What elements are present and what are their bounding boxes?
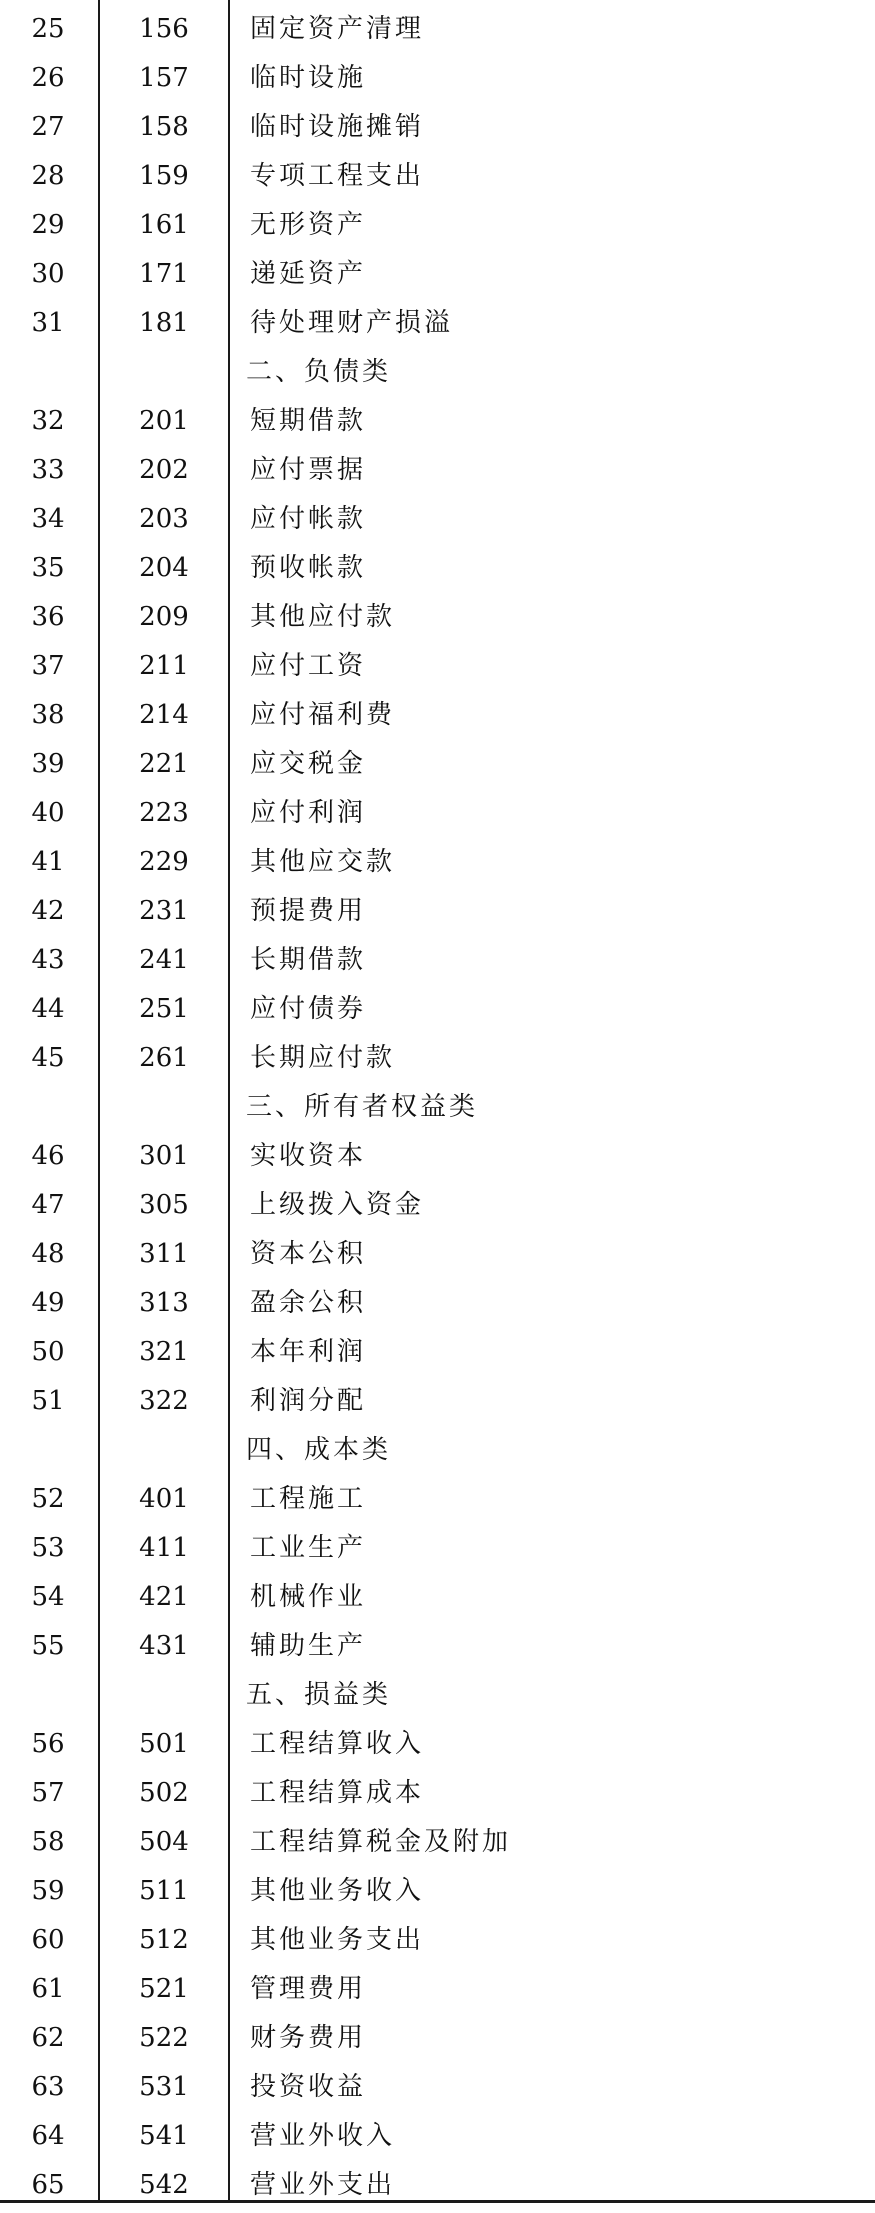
table-row bbox=[0, 1377, 875, 1426]
category-heading-row bbox=[0, 1083, 875, 1132]
category-heading: 五、损益类 bbox=[246, 1680, 392, 1710]
account-code: 251 bbox=[139, 994, 189, 1024]
account-code: 159 bbox=[139, 161, 189, 191]
account-name: 预收帐款 bbox=[250, 553, 367, 583]
account-code: 313 bbox=[139, 1288, 189, 1318]
table-row bbox=[0, 2014, 875, 2063]
account-name: 工程结算成本 bbox=[250, 1778, 425, 1808]
account-name: 利润分配 bbox=[250, 1386, 367, 1416]
account-name: 工程施工 bbox=[250, 1484, 367, 1514]
account-code: 301 bbox=[139, 1141, 189, 1171]
row-seq-number: 27 bbox=[31, 112, 65, 142]
account-code: 211 bbox=[139, 651, 189, 681]
row-seq-number bbox=[0, 1426, 96, 1475]
row-seq-number: 26 bbox=[31, 63, 65, 93]
account-name: 应付工资 bbox=[250, 651, 367, 681]
table-row bbox=[0, 1720, 875, 1769]
table-row bbox=[0, 1328, 875, 1377]
table-row bbox=[0, 1132, 875, 1181]
account-code: 156 bbox=[139, 14, 189, 44]
row-seq-number: 47 bbox=[31, 1190, 65, 1220]
account-name: 工业生产 bbox=[250, 1533, 367, 1563]
table-row bbox=[0, 593, 875, 642]
account-name: 长期应付款 bbox=[250, 1043, 396, 1073]
account-name: 待处理财产损溢 bbox=[250, 308, 454, 338]
table-row bbox=[0, 887, 875, 936]
account-code: 311 bbox=[139, 1239, 189, 1269]
row-seq-number: 39 bbox=[31, 749, 65, 779]
row-seq-number bbox=[0, 1083, 96, 1132]
category-heading: 三、所有者权益类 bbox=[246, 1092, 479, 1122]
account-code: 411 bbox=[139, 1533, 189, 1563]
table-row bbox=[0, 250, 875, 299]
table-row bbox=[0, 1916, 875, 1965]
row-seq-number: 50 bbox=[31, 1337, 65, 1367]
row-seq-number bbox=[0, 1671, 96, 1720]
table-row bbox=[0, 446, 875, 495]
account-code: 241 bbox=[139, 945, 189, 975]
table-row bbox=[0, 54, 875, 103]
account-name: 短期借款 bbox=[250, 406, 367, 436]
table-row bbox=[0, 1181, 875, 1230]
row-seq-number: 64 bbox=[31, 2121, 65, 2151]
table-row bbox=[0, 936, 875, 985]
account-code: 512 bbox=[139, 1925, 189, 1955]
table-row bbox=[0, 985, 875, 1034]
account-code: 431 bbox=[139, 1631, 189, 1661]
account-name: 机械作业 bbox=[250, 1582, 367, 1612]
table-row bbox=[0, 103, 875, 152]
row-seq-number: 31 bbox=[31, 308, 65, 338]
account-name: 财务费用 bbox=[250, 2023, 367, 2053]
row-seq-number: 43 bbox=[31, 945, 65, 975]
table-row bbox=[0, 691, 875, 740]
account-name: 其他业务支出 bbox=[250, 1925, 425, 1955]
table-row bbox=[0, 1965, 875, 2014]
row-seq-number: 60 bbox=[31, 1925, 65, 1955]
row-seq-number: 65 bbox=[31, 2170, 65, 2200]
account-code: 542 bbox=[139, 2170, 189, 2200]
row-seq-number: 57 bbox=[31, 1778, 65, 1808]
category-heading: 四、成本类 bbox=[246, 1435, 392, 1465]
category-heading-row bbox=[0, 348, 875, 397]
table-row bbox=[0, 1818, 875, 1867]
account-name: 无形资产 bbox=[250, 210, 367, 240]
account-name: 工程结算收入 bbox=[250, 1729, 425, 1759]
table-row bbox=[0, 299, 875, 348]
table-row bbox=[0, 201, 875, 250]
account-code: 541 bbox=[139, 2121, 189, 2151]
table-row bbox=[0, 1622, 875, 1671]
category-heading-row bbox=[0, 1426, 875, 1475]
account-code bbox=[100, 1671, 228, 1720]
account-code: 321 bbox=[139, 1337, 189, 1367]
table-row bbox=[0, 2063, 875, 2112]
row-seq-number: 48 bbox=[31, 1239, 65, 1269]
account-name: 专项工程支出 bbox=[250, 161, 425, 191]
row-seq-number: 54 bbox=[31, 1582, 65, 1612]
account-name: 辅助生产 bbox=[250, 1631, 367, 1661]
account-code: 231 bbox=[139, 896, 189, 926]
account-name: 应付利润 bbox=[250, 798, 367, 828]
row-seq-number: 34 bbox=[31, 504, 65, 534]
account-code: 502 bbox=[139, 1778, 189, 1808]
row-seq-number: 45 bbox=[31, 1043, 65, 1073]
table-row bbox=[0, 397, 875, 446]
account-code: 504 bbox=[139, 1827, 189, 1857]
account-name: 盈余公积 bbox=[250, 1288, 367, 1318]
account-code: 209 bbox=[139, 602, 189, 632]
table-row bbox=[0, 1524, 875, 1573]
account-name: 资本公积 bbox=[250, 1239, 367, 1269]
row-seq-number: 32 bbox=[31, 406, 65, 436]
account-code: 511 bbox=[139, 1876, 189, 1906]
row-seq-number: 25 bbox=[31, 14, 65, 44]
account-code: 305 bbox=[139, 1190, 189, 1220]
account-name: 工程结算税金及附加 bbox=[250, 1827, 512, 1857]
account-name: 临时设施 bbox=[250, 63, 367, 93]
row-seq-number: 44 bbox=[31, 994, 65, 1024]
account-code bbox=[100, 1083, 228, 1132]
account-name: 应付债券 bbox=[250, 994, 367, 1024]
account-name: 递延资产 bbox=[250, 259, 367, 289]
account-name: 营业外支出 bbox=[250, 2170, 396, 2200]
table-bottom-rule bbox=[0, 2200, 875, 2203]
account-code: 158 bbox=[139, 112, 189, 142]
account-code: 521 bbox=[139, 1974, 189, 2004]
account-name: 临时设施摊销 bbox=[250, 112, 425, 142]
account-name: 长期借款 bbox=[250, 945, 367, 975]
table-row bbox=[0, 789, 875, 838]
row-seq-number: 56 bbox=[31, 1729, 65, 1759]
row-seq-number: 35 bbox=[31, 553, 65, 583]
category-heading: 二、负债类 bbox=[246, 357, 392, 387]
account-code: 201 bbox=[139, 406, 189, 436]
table-row bbox=[0, 544, 875, 593]
row-seq-number: 62 bbox=[31, 2023, 65, 2053]
account-code: 202 bbox=[139, 455, 189, 485]
row-seq-number: 38 bbox=[31, 700, 65, 730]
table-row bbox=[0, 740, 875, 789]
account-name: 应付帐款 bbox=[250, 504, 367, 534]
row-seq-number: 33 bbox=[31, 455, 65, 485]
account-name: 投资收益 bbox=[250, 2072, 367, 2102]
table-row bbox=[0, 1475, 875, 1524]
account-code: 171 bbox=[139, 259, 189, 289]
table-row bbox=[0, 1034, 875, 1083]
account-code: 157 bbox=[139, 63, 189, 93]
account-code: 229 bbox=[139, 847, 189, 877]
account-code: 531 bbox=[139, 2072, 189, 2102]
account-code bbox=[100, 348, 228, 397]
table-row bbox=[0, 152, 875, 201]
row-seq-number: 28 bbox=[31, 161, 65, 191]
row-seq-number: 41 bbox=[31, 847, 65, 877]
row-seq-number: 36 bbox=[31, 602, 65, 632]
row-seq-number: 51 bbox=[31, 1386, 65, 1416]
table-row bbox=[0, 5, 875, 54]
account-name: 预提费用 bbox=[250, 896, 367, 926]
account-name: 应付票据 bbox=[250, 455, 367, 485]
account-code: 203 bbox=[139, 504, 189, 534]
account-name: 应交税金 bbox=[250, 749, 367, 779]
account-code: 322 bbox=[139, 1386, 189, 1416]
table-row bbox=[0, 838, 875, 887]
account-name: 固定资产清理 bbox=[250, 14, 425, 44]
account-name: 管理费用 bbox=[250, 1974, 367, 2004]
account-code: 522 bbox=[139, 2023, 189, 2053]
table-row bbox=[0, 1867, 875, 1916]
account-code: 214 bbox=[139, 700, 189, 730]
row-seq-number: 37 bbox=[31, 651, 65, 681]
account-code: 401 bbox=[139, 1484, 189, 1514]
account-name: 其他应付款 bbox=[250, 602, 396, 632]
row-seq-number: 53 bbox=[31, 1533, 65, 1563]
row-seq-number: 29 bbox=[31, 210, 65, 240]
account-name: 本年利润 bbox=[250, 1337, 367, 1367]
account-code: 161 bbox=[139, 210, 189, 240]
account-code: 181 bbox=[139, 308, 189, 338]
table-row bbox=[0, 495, 875, 544]
account-name: 实收资本 bbox=[250, 1141, 367, 1171]
account-code bbox=[100, 1426, 228, 1475]
table-row bbox=[0, 1769, 875, 1818]
category-heading-row bbox=[0, 1671, 875, 1720]
table-body bbox=[0, 5, 875, 2210]
table-row bbox=[0, 1279, 875, 1328]
account-name: 营业外收入 bbox=[250, 2121, 396, 2151]
row-seq-number: 58 bbox=[31, 1827, 65, 1857]
row-seq-number: 55 bbox=[31, 1631, 65, 1661]
row-seq-number: 30 bbox=[31, 259, 65, 289]
row-seq-number: 46 bbox=[31, 1141, 65, 1171]
account-code: 223 bbox=[139, 798, 189, 828]
row-seq-number: 40 bbox=[31, 798, 65, 828]
row-seq-number: 63 bbox=[31, 2072, 65, 2102]
table-row bbox=[0, 1573, 875, 1622]
account-code: 221 bbox=[139, 749, 189, 779]
row-seq-number: 42 bbox=[31, 896, 65, 926]
account-code: 421 bbox=[139, 1582, 189, 1612]
account-code: 204 bbox=[139, 553, 189, 583]
table-row bbox=[0, 1230, 875, 1279]
account-name: 应付福利费 bbox=[250, 700, 396, 730]
account-name: 其他应交款 bbox=[250, 847, 396, 877]
table-row bbox=[0, 2112, 875, 2161]
account-name: 其他业务收入 bbox=[250, 1876, 425, 1906]
table-row bbox=[0, 642, 875, 691]
row-seq-number: 59 bbox=[31, 1876, 65, 1906]
row-seq-number: 49 bbox=[31, 1288, 65, 1318]
row-seq-number: 52 bbox=[31, 1484, 65, 1514]
account-code: 501 bbox=[139, 1729, 189, 1759]
row-seq-number: 61 bbox=[31, 1974, 65, 2004]
account-name: 上级拨入资金 bbox=[250, 1190, 425, 1220]
account-code: 261 bbox=[139, 1043, 189, 1073]
row-seq-number bbox=[0, 348, 96, 397]
